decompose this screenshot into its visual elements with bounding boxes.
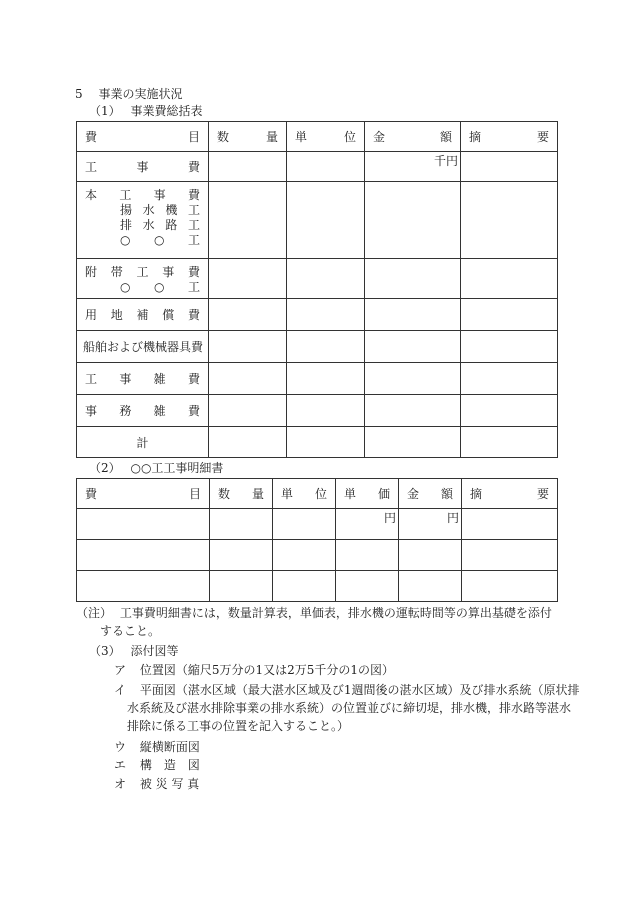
row-futai: 附 帯 工 事 費 ○ ○ 工: [77, 259, 209, 299]
summary-table: [76, 121, 558, 458]
header-kingaku: 金 額: [399, 479, 462, 509]
sub2-label: （2）: [89, 461, 121, 475]
sub2-title: ○○工工事明細書: [130, 461, 224, 475]
table-row: [77, 363, 558, 395]
list-item: [114, 777, 199, 791]
header-himoku-text: 費 目: [85, 130, 200, 144]
section-number: 5: [75, 87, 83, 101]
row-jimu: 事 務 雑 費: [77, 395, 209, 427]
header-tekiyo: 摘 要: [461, 122, 558, 152]
row-youchi: 用 地 補 償 費: [77, 299, 209, 331]
header-himoku: [77, 122, 209, 152]
item-text: 位置図（縮尺5万分の1又は2万5千分の1の図）: [139, 663, 395, 677]
item-text: 被 災 写 真: [139, 777, 200, 791]
row-senpaku: 船舶および機械器具費: [77, 331, 209, 363]
sub1-label: （1）: [89, 104, 121, 118]
table-row: [77, 395, 558, 427]
header-tekiyo: 摘 要: [462, 479, 558, 509]
header-tani: 単 位: [287, 122, 365, 152]
section-title: 事業の実施状況: [98, 87, 183, 101]
header-suryo: 数 量: [210, 479, 273, 509]
item-mark: エ: [114, 758, 127, 772]
table-row: [77, 571, 558, 602]
row-zappi: 工 事 雑 費: [77, 363, 209, 395]
sub3-heading: [89, 644, 178, 658]
item-mark: イ: [114, 683, 127, 697]
note-label: （注）: [76, 606, 113, 620]
item-text: 平面図（湛水区域（最大湛水区域及び1週間後の湛水区域）及び排水系統（原状排: [139, 683, 580, 697]
table-header-row: [77, 479, 558, 509]
row-kei: 計: [77, 427, 209, 458]
note-line1: 工事費明細書には，数量計算表，単価表，排水機の運転時間等の算出基礎を添付: [119, 606, 552, 620]
section-heading: [75, 87, 182, 101]
header-tani: 単 位: [273, 479, 336, 509]
note: [76, 606, 552, 620]
note-line2: すること。: [100, 624, 161, 638]
table-row: [77, 152, 558, 182]
table-header-row: [77, 122, 558, 152]
item-mark: オ: [114, 777, 127, 791]
unit-yen-kingaku: 円: [399, 509, 462, 540]
detail-table: [76, 478, 558, 602]
table-row: [77, 331, 558, 363]
sub1-title: 事業費総括表: [130, 104, 203, 118]
sub3-label: （3）: [89, 644, 121, 658]
sub3-title: 添付図等: [130, 644, 179, 658]
list-item: [114, 758, 200, 772]
item-text-cont: 水系統及び湛水排除事業の排水系統）の位置並びに締切堤，排水機，排水路等湛水: [127, 701, 572, 715]
item-text-cont: 排除に係る工事の位置を記入すること。）: [127, 719, 350, 733]
row-honkoujihi: 本 工 事 費 揚 水 機 工 排 水 路 工 ○ ○ 工: [77, 182, 209, 259]
header-tanka: 単 価: [336, 479, 399, 509]
unit-senen: 千円: [365, 152, 461, 182]
table-row: [77, 509, 558, 540]
item-text: 縦横断面図: [139, 740, 200, 754]
table-row: [77, 540, 558, 571]
table-row: [77, 427, 558, 458]
sub1-heading: [89, 104, 202, 118]
table-row: [77, 182, 558, 259]
list-item: [114, 663, 394, 677]
header-suryo: 数 量: [209, 122, 287, 152]
table-row: [77, 299, 558, 331]
item-mark: ウ: [114, 740, 127, 754]
sub2-heading: [89, 461, 223, 475]
item-text: 構 造 図: [139, 758, 200, 772]
table-row: [77, 259, 558, 299]
list-item: [114, 683, 579, 697]
header-kingaku: 金 額: [365, 122, 461, 152]
row-koujihi: 工 事 費: [77, 152, 209, 182]
unit-yen-tanka: 円: [336, 509, 399, 540]
header-himoku: 費 目: [77, 479, 210, 509]
item-mark: ア: [114, 663, 127, 677]
list-item: [114, 740, 200, 754]
